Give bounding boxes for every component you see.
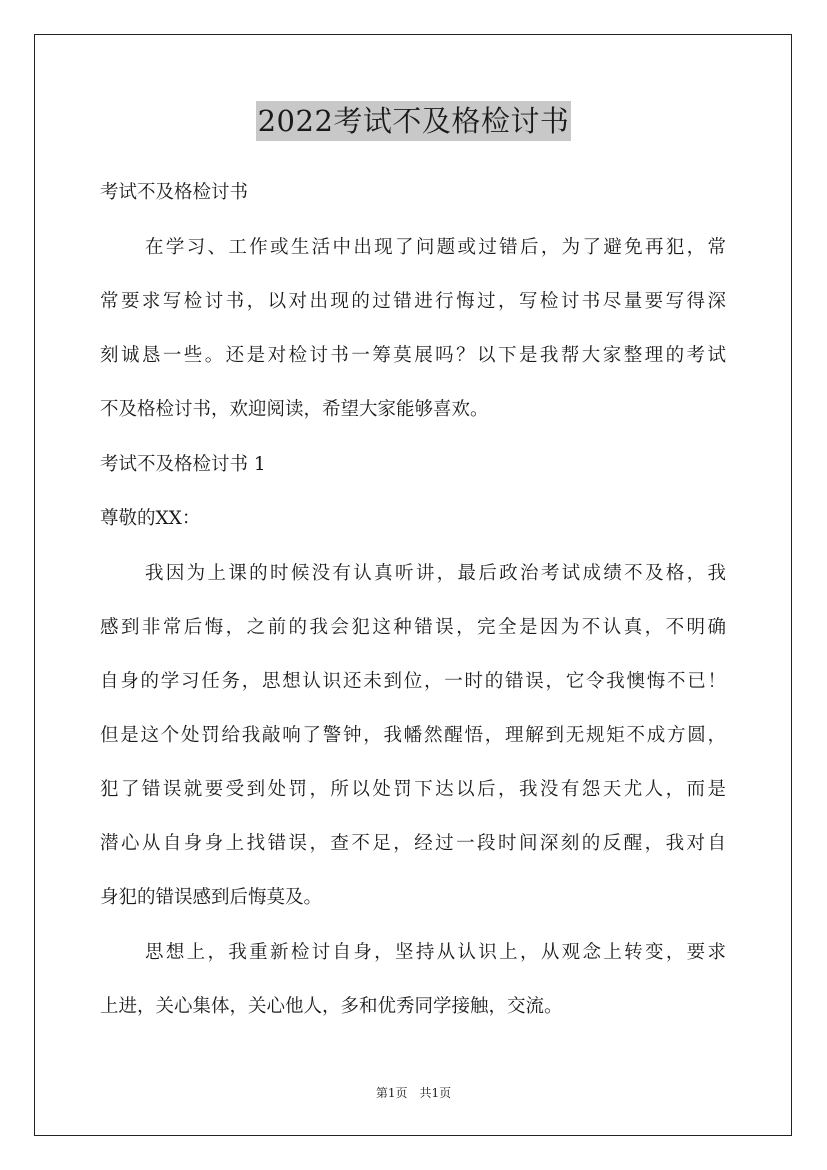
paragraph-line: 潜心从自身身上找错误，查不足，经过一段时间深刻的反醒，我对自 [100, 833, 726, 854]
paragraph-line: 身犯的错误感到后悔莫及。 [100, 887, 323, 908]
salutation: 尊敬的XX： [100, 508, 201, 529]
paragraph-line: 刻诚恳一些。还是对检讨书一筹莫展吗？以下是我帮大家整理的考试 [100, 345, 726, 366]
paragraph-line: 自身的学习任务，思想认识还未到位，一时的错误，它令我懊悔不已！ [100, 671, 726, 692]
section-heading: 考试不及格检讨书 1 [100, 454, 266, 475]
paragraph-line: 在学习、工作或生活中出现了问题或过错后，为了避免再犯，常 [145, 237, 726, 258]
paragraph-line: 不及格检讨书，欢迎阅读，希望大家能够喜欢。 [100, 399, 489, 420]
paragraph-line: 上进，关心集体，关心他人，多和优秀同学接触，交流。 [100, 996, 563, 1017]
subheading: 考试不及格检讨书 [100, 182, 249, 203]
paragraph-line: 但是这个处罚给我敲响了警钟，我幡然醒悟，理解到无规矩不成方圆， [100, 725, 726, 746]
paragraph-line: 犯了错误就要受到处罚，所以处罚下达以后，我没有怨天尤人，而是 [100, 779, 726, 800]
document-title: 2022考试不及格检讨书 [256, 101, 572, 141]
paragraph-line: 思想上，我重新检讨自身，坚持从认识上，从观念上转变，要求 [145, 942, 726, 963]
page-footer: 第1页 共1页 [375, 1086, 452, 1100]
paragraph-line: 感到非常后悔，之前的我会犯这种错误，完全是因为不认真，不明确 [100, 617, 726, 638]
paragraph-line: 我因为上课的时候没有认真听讲，最后政治考试成绩不及格，我 [145, 563, 726, 584]
paragraph-line: 常要求写检讨书，以对出现的过错进行悔过，写检讨书尽量要写得深 [100, 291, 726, 312]
title-container [0, 101, 827, 141]
